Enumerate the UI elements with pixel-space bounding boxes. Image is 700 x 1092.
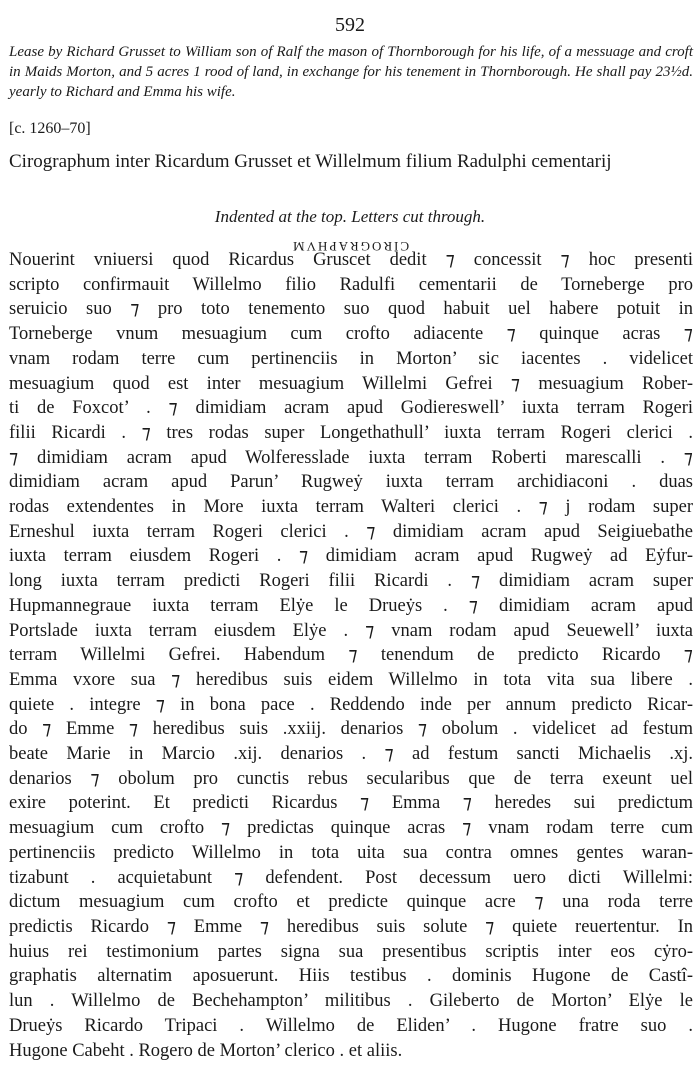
body-line: ti de Foxcot’ . ⁊ dimidiam acram apud Godiereswell’ iuxta terram Rogeri bbox=[9, 398, 693, 419]
cirographum-text: CIROGRAPHVM bbox=[290, 239, 410, 254]
charter-body bbox=[9, 248, 693, 1063]
charter-endorsement: Cirographum inter Ricardum Grusset et Willelmum filium Radulphi cementarij bbox=[9, 151, 612, 172]
page-number: 592 bbox=[335, 14, 365, 36]
body-line: Nouerint vniuersi quod Ricardus Gruscet dedit ⁊ concessit ⁊ hoc presenti bbox=[9, 250, 693, 270]
body-line: dictum mesuagium cum crofto et predicte quinque acre ⁊ una roda terre bbox=[9, 892, 693, 913]
indentation-note: Indented at the top. Letters cut through. bbox=[214, 207, 486, 226]
body-line: tizabunt . acquietabunt ⁊ defendent. Post decessum uero dicti Willelmi: bbox=[9, 867, 693, 888]
body-line: huius rei testimonium partes signa sua presentibus scriptis inter eos cẏro- bbox=[9, 941, 693, 962]
body-line: mesuagium quod est inter mesuagium Willelmi Gefrei ⁊ mesuagium Rober- bbox=[9, 373, 693, 394]
charter-summary: Lease by Richard Grusset to William son of Ralf the mason of Thornborough for his life, of a messuage and croft in Maids Morton, and 5 acres 1 rood of land, in exchange for his tenement in Thornborough. He shall pay 23½d. yearly to Richard and Emma his wife. bbox=[9, 44, 693, 100]
body-line: denarios ⁊ obolum pro cunctis rebus secularibus que de terra exeunt uel bbox=[9, 768, 693, 789]
body-line: Drueẏs Ricardo Tripaci . Willelmo de Eliden’ . Hugone fratre suo . bbox=[9, 1015, 693, 1036]
body-line: filii Ricardi . ⁊ tres rodas super Longethathull’ iuxta terram Rogeri clerici . bbox=[9, 422, 693, 443]
body-line: exire poterint. Et predicti Ricardus ⁊ Emma ⁊ heredes sui predictum bbox=[9, 793, 693, 814]
body-line: quiete . integre ⁊ in bona pace . Reddendo inde per annum predicto Ricar- bbox=[9, 694, 693, 715]
body-line: iuxta terram eiusdem Rogeri . ⁊ dimidiam acram apud Rugweẏ ad Eẏfur- bbox=[9, 546, 693, 567]
body-line: scripto confirmauit Willelmo filio Radulfi cementarii de Torneberge pro bbox=[9, 274, 693, 295]
body-line: seruicio suo ⁊ pro toto tenemento suo quod habuit uel habere potuit in bbox=[9, 299, 693, 320]
body-line: lun . Willelmo de Bechehampton’ militibus . Gileberto de Morton’ Elẏe le bbox=[9, 991, 693, 1012]
body-line: pertinenciis predicto Willelmo in tota uita sua contra omnes gentes waran- bbox=[9, 842, 693, 863]
body-line: graphatis alternatim aposuerunt. Hiis testibus . dominis Hugone de Castî- bbox=[9, 966, 693, 987]
body-line: ⁊ dimidiam acram apud Wolferesslade iuxta terram Roberti marescalli . ⁊ bbox=[9, 447, 693, 468]
body-line: predictis Ricardo ⁊ Emme ⁊ heredibus suis solute ⁊ quiete reuertentur. In bbox=[9, 916, 693, 937]
body-line: do ⁊ Emme ⁊ heredibus suis .xxiij. denarios ⁊ obolum . videlicet ad festum bbox=[9, 719, 693, 740]
body-line: Emma vxore sua ⁊ heredibus suis eidem Willelmo in tota vita sua libere . bbox=[9, 669, 693, 690]
body-line: long iuxta terram predicti Rogeri filii Ricardi . ⁊ dimidiam acram super bbox=[9, 571, 693, 592]
body-line: Torneberge vnum mesuagium cum crofto adiacente ⁊ quinque acras ⁊ bbox=[9, 324, 693, 345]
body-line: Erneshul iuxta terram Rogeri clerici . ⁊ dimidiam acram apud Seigiuebathe bbox=[9, 521, 693, 542]
body-line: dimidiam acram apud Parun’ Rugweẏ iuxta terram archidiaconi . duas bbox=[9, 472, 693, 493]
charter-date: [c. 1260–70] bbox=[9, 120, 91, 137]
body-line: vnam rodam terre cum pertinenciis in Morton’ sic iacentes . videlicet bbox=[9, 348, 693, 369]
body-line: beate Marie in Marcio .xij. denarios . ⁊ ad festum sancti Michaelis .xj. bbox=[9, 744, 693, 765]
body-line: Hupmannegraue iuxta terram Elẏe le Drueẏs . ⁊ dimidiam acram apud bbox=[9, 595, 693, 616]
body-line: terram Willelmi Gefrei. Habendum ⁊ tenendum de predicto Ricardo ⁊ bbox=[9, 645, 693, 666]
body-line: Portslade iuxta terram eiusdem Elẏe . ⁊ vnam rodam apud Seuewell’ iuxta bbox=[9, 620, 693, 641]
body-line: Hugone Cabeht . Rogero de Morton’ clerico . et aliis. bbox=[9, 1040, 403, 1061]
body-line: mesuagium cum crofto ⁊ predictas quinque acras ⁊ vnam rodam terre cum bbox=[9, 818, 693, 839]
body-line: rodas extendentes in More iuxta terram Walteri clerici . ⁊ j rodam super bbox=[9, 497, 693, 518]
